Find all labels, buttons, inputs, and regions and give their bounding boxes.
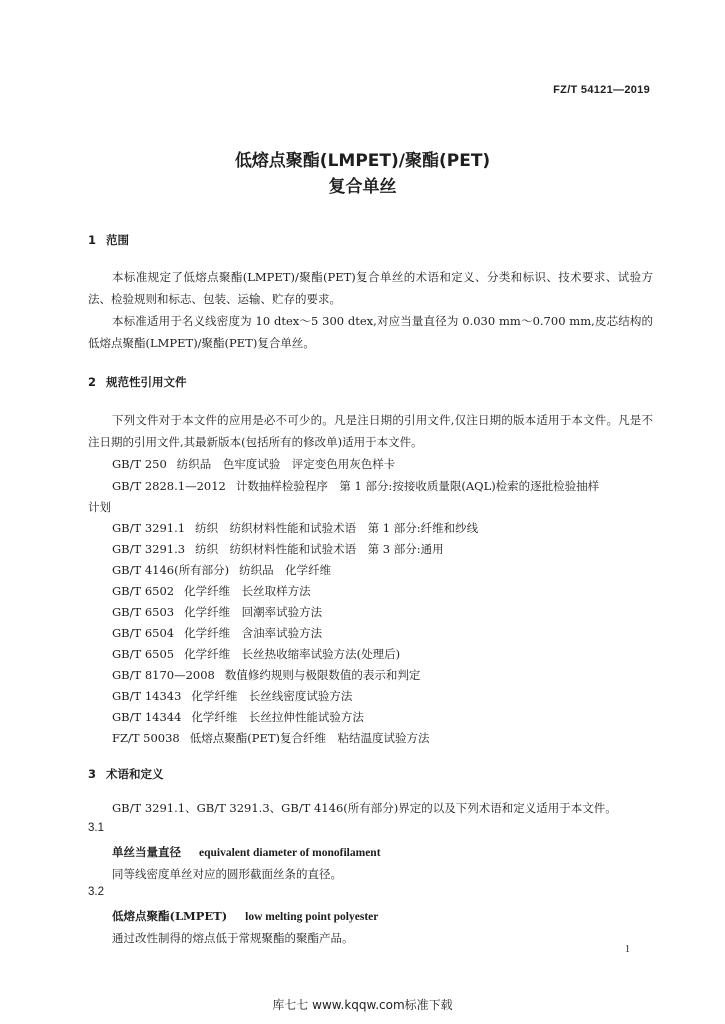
section-2-heading [88, 374, 187, 390]
reference-title: 数值修约规则与极限数值的表示和判定 [224, 668, 421, 682]
reference-code: GB/T 6505 [112, 647, 175, 661]
reference-title: 低熔点聚酯(PET)复合纤维 粘结温度试验方法 [189, 731, 430, 745]
reference-title: 化学纤维 含油率试验方法 [184, 626, 323, 640]
section-1-para-2: 本标准适用于名义线密度为 10 dtex～5 300 dtex,对应当量直径为 0.030 mm～0.700 mm,皮芯结构的低熔点聚酯(LMPET)/聚酯(PET)复合单丝。 [88, 314, 653, 350]
reference-item [112, 688, 352, 704]
reference-item [112, 646, 400, 662]
document-subtitle: 复合单丝 [328, 177, 397, 197]
standard-code: FZ/T 54121—2019 [553, 84, 650, 96]
reference-code: FZ/T 50038 [112, 731, 180, 745]
reference-title: 纺织 纺织材料性能和试验术语 第 3 部分:通用 [195, 542, 444, 556]
reference-code: GB/T 3291.1 [112, 521, 186, 535]
reference-title: 化学纤维 长丝线密度试验方法 [191, 689, 353, 703]
reference-code: GB/T 250 [112, 457, 167, 471]
reference-code: GB/T 14344 [112, 710, 182, 724]
section-3-intro: GB/T 3291.1、GB/T 3291.3、GB/T 4146(所有部分)界定的以及下列术语和定义适用于本文件。 [112, 801, 617, 815]
reference-title: 纺织品 化学纤维 [239, 563, 332, 577]
reference-code: GB/T 6504 [112, 626, 175, 640]
reference-title: 纺织 纺织材料性能和试验术语 第 1 部分:纤维和纱线 [195, 521, 479, 535]
reference-title: 化学纤维 回潮率试验方法 [184, 605, 323, 619]
document-title: 低熔点聚酯(LMPET)/聚酯(PET) [234, 151, 491, 171]
reference-item [112, 478, 599, 494]
footer-watermark: 库七七 www.kqqw.com标准下载 [272, 998, 453, 1012]
reference-title: 化学纤维 长丝拉伸性能试验方法 [191, 710, 364, 724]
term-number: 3.1 [88, 822, 104, 834]
section-2-intro: 下列文件对于本文件的应用是必不可少的。凡是注日期的引用文件,仅注日期的版本适用于本文件。凡是不注日期的引用文件,其最新版本(包括所有的修改单)适用于本文件。 [88, 413, 653, 449]
reference-code: GB/T 6503 [112, 605, 175, 619]
reference-code: GB/T 14343 [112, 689, 182, 703]
section-number: 2 [88, 375, 97, 389]
reference-item [112, 730, 430, 746]
reference-code: GB/T 2828.1—2012 [112, 479, 226, 493]
section-1-para-1: 本标准规定了低熔点聚酯(LMPET)/聚酯(PET)复合单丝的术语和定义、分类和标识、技术要求、试验方法、检验规则和标志、包装、运输、贮存的要求。 [88, 270, 653, 306]
reference-code: GB/T 3291.3 [112, 542, 186, 556]
term-chinese: 低熔点聚酯(LMPET) [112, 909, 228, 923]
term-number: 3.2 [88, 886, 104, 898]
reference-item [112, 520, 478, 536]
reference-item [112, 583, 311, 599]
term-entry [112, 844, 381, 860]
reference-code: GB/T 8170—2008 [112, 668, 215, 682]
section-number: 3 [88, 767, 97, 781]
term-english: low melting point polyester [245, 911, 379, 923]
section-number: 1 [88, 233, 97, 247]
reference-title: 计数抽样检验程序 第 1 部分:按接收质量限(AQL)检索的逐批检验抽样 [235, 479, 600, 493]
reference-item [112, 667, 420, 683]
reference-title: 纺织品 色牢度试验 评定变色用灰色样卡 [176, 457, 396, 471]
section-1-heading [88, 232, 129, 248]
reference-item [112, 541, 444, 557]
section-title: 术语和定义 [106, 767, 164, 781]
reference-title: 化学纤维 长丝热收缩率试验方法(处理后) [184, 647, 401, 661]
term-definition: 通过改性制得的熔点低于常规聚酯的聚酯产品。 [112, 931, 354, 945]
section-title: 范围 [106, 233, 129, 247]
section-3-heading [88, 766, 164, 782]
reference-item [112, 625, 322, 641]
reference-item [112, 604, 322, 620]
term-chinese: 单丝当量直径 [112, 845, 181, 859]
term-definition: 同等线密度单丝对应的圆形截面丝条的直径。 [112, 867, 342, 881]
term-entry [112, 908, 378, 924]
reference-title: 计划 [88, 500, 111, 514]
reference-title: 化学纤维 长丝取样方法 [184, 584, 311, 598]
term-english: equivalent diameter of monofilament [199, 847, 381, 859]
reference-code: GB/T 6502 [112, 584, 175, 598]
reference-item [112, 562, 331, 578]
reference-item-continuation [88, 499, 111, 515]
reference-item [112, 709, 364, 725]
section-title: 规范性引用文件 [106, 375, 187, 389]
page-number: 1 [625, 944, 630, 955]
reference-item [112, 456, 395, 472]
reference-code: GB/T 4146(所有部分) [112, 563, 230, 577]
